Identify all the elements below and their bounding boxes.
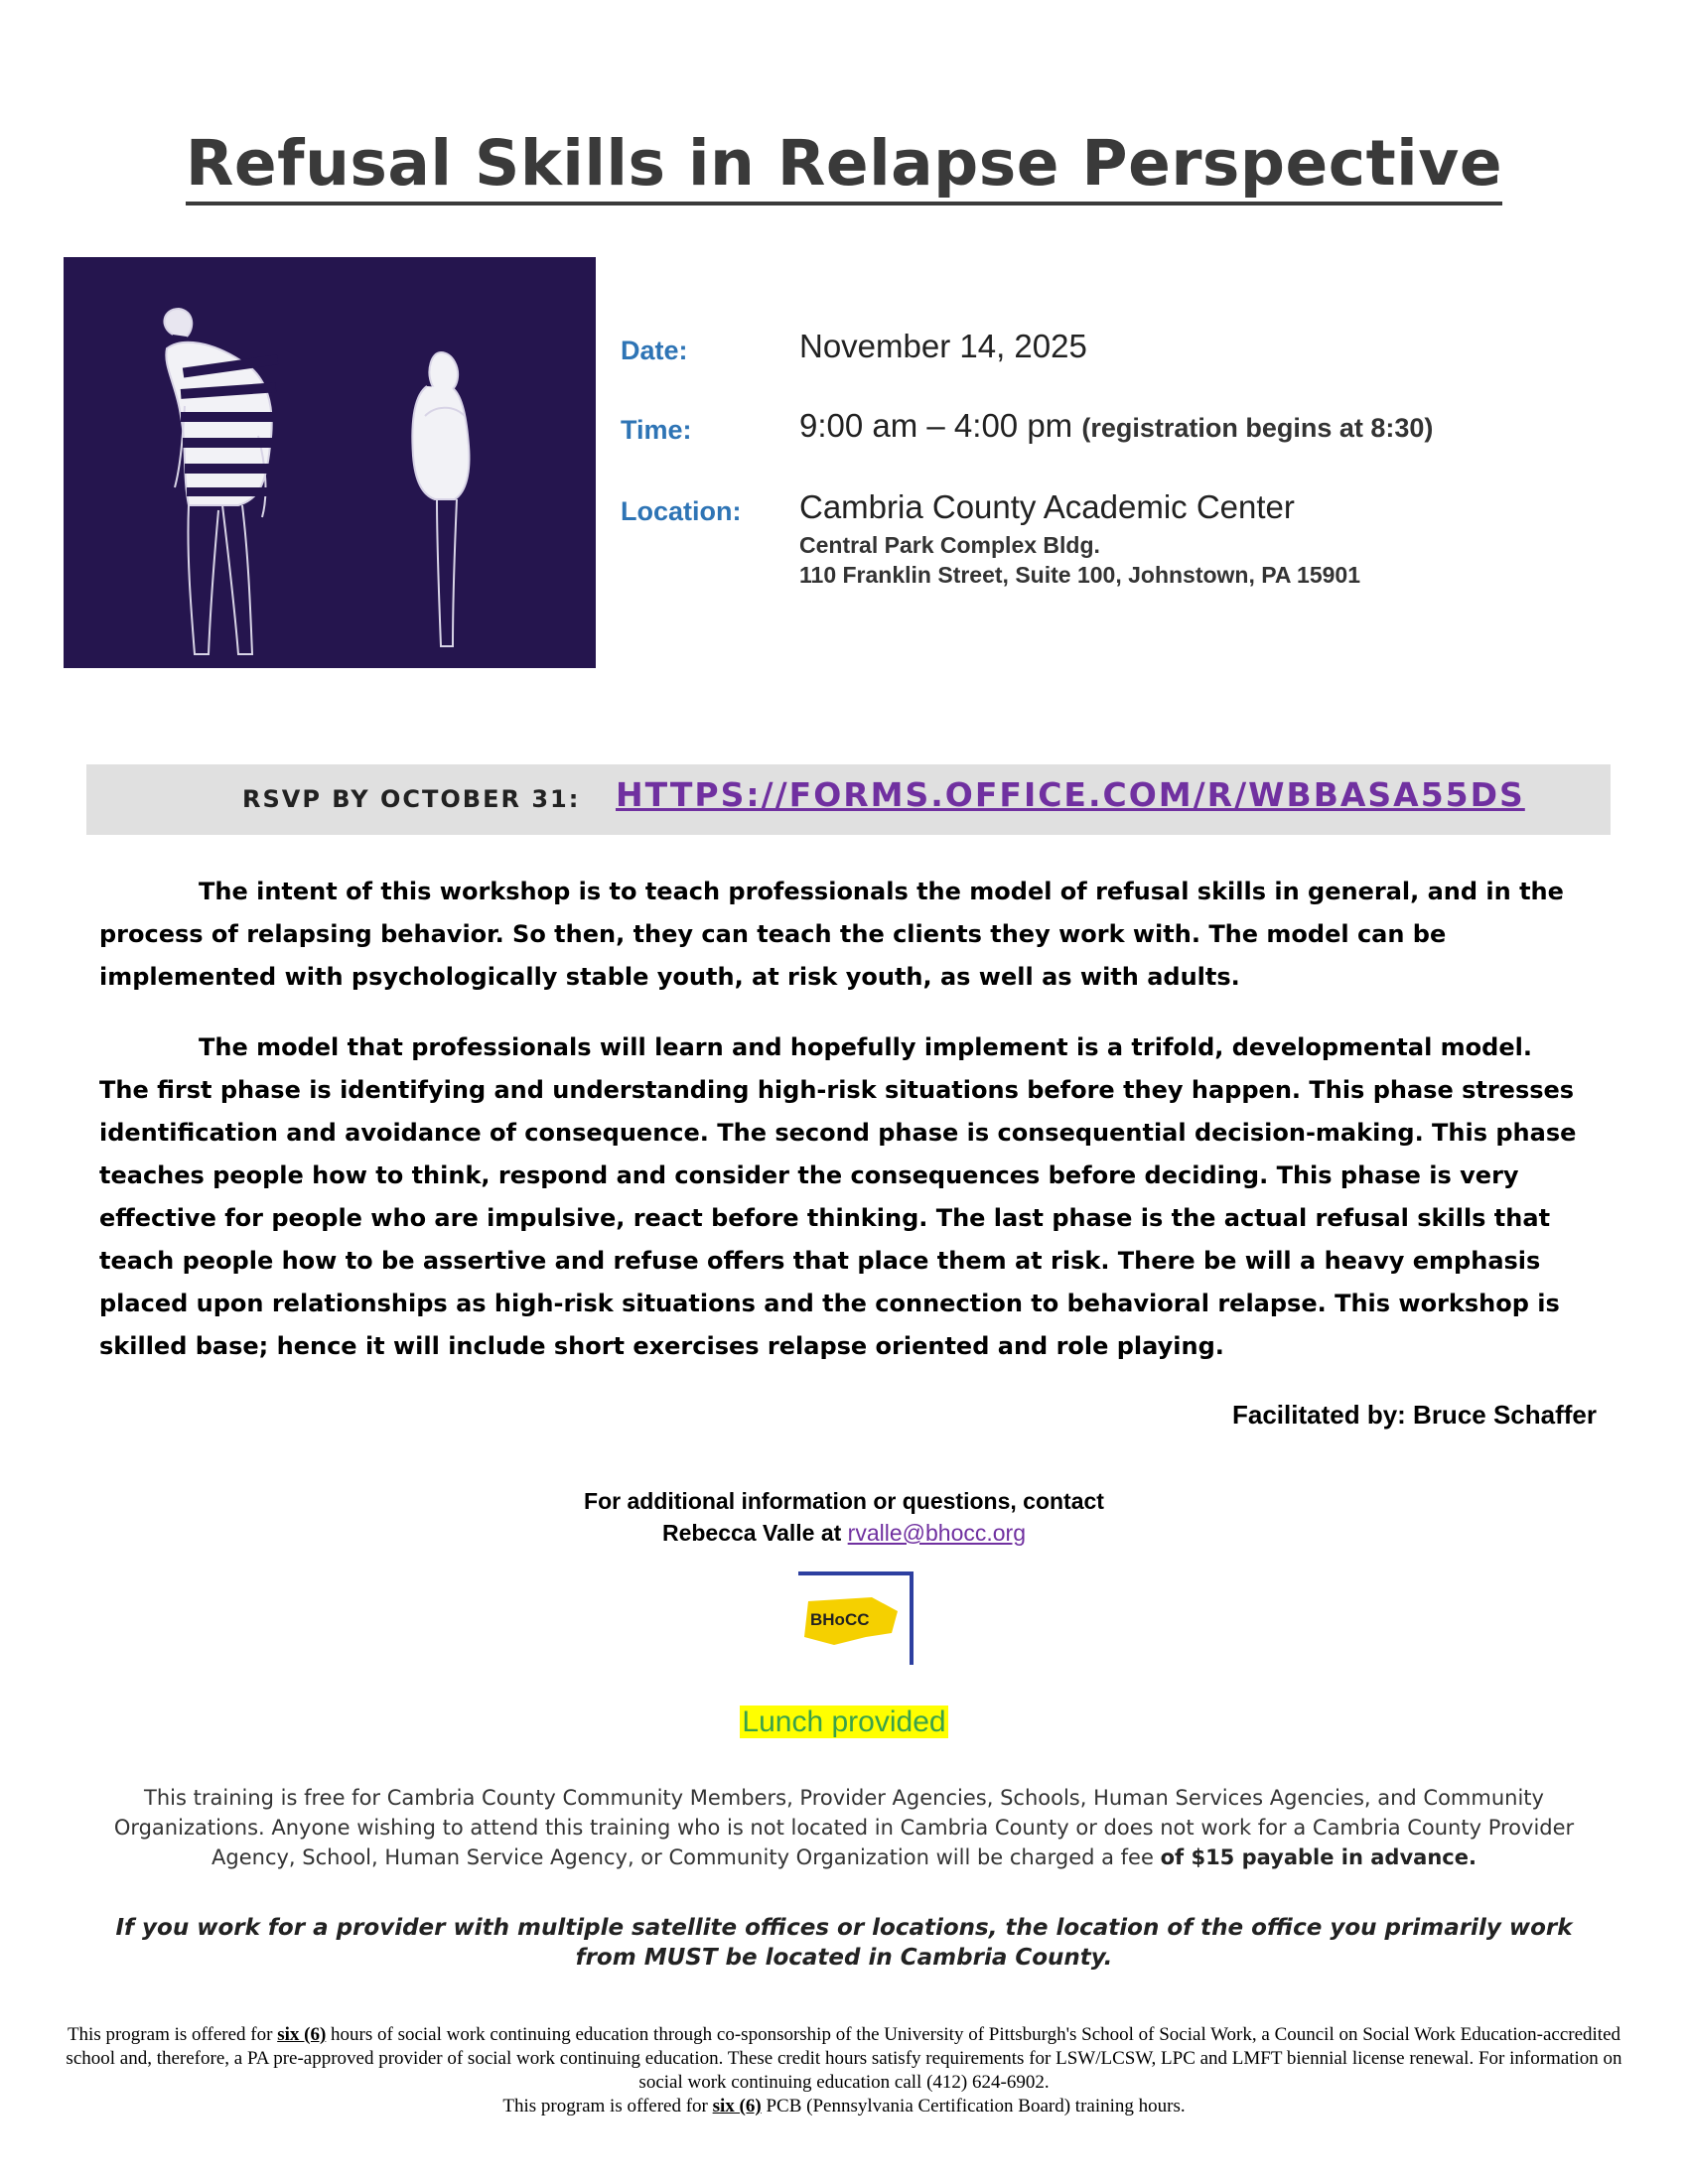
lunch-notice	[0, 1706, 1688, 1739]
model-text: The model that professionals will learn and hopefully implement is a trifold, developmental model. The first phase is identifying and understanding high-risk situations before they happen. This phase stresses identification and avoidance of consequence. The second phase is consequential decision-making. This phase teaches people how to think, respond and consider the consequences before deciding. This phase is very effective for people who are impulsive, react before thinking. The last phase is the actual refusal skills that teach people how to be assertive and refuse offers that place them at risk. There be will a heavy emphasis placed upon relationships as high-risk situations and the connection to behavioral relapse. This workshop is skilled base; hence it will include short exercises relapse oriented and role playing.	[99, 1033, 1577, 1360]
bhocc-logo	[794, 1571, 917, 1667]
intro-text: The intent of this workshop is to teach professionals the model of refusal skills in general, and in the process of relapsing behavior. So then, they can teach the clients they work with. The model can be implemented with psychologically stable youth, at risk youth, as well as with adults.	[99, 878, 1564, 991]
fee-text: This training is free for Cambria County Community Members, Provider Agencies, Schools, Human Services Agencies, and Community Organizations. Anyone wishing to attend this training who is not located in Cambria County or does not work for a Cambria County Provider Agency, School, Human Service Agency, or Community Organization will be charged a fee	[113, 1786, 1575, 1869]
ce-text-d: This program is offered for	[502, 2096, 713, 2116]
date-value: November 14, 2025	[799, 328, 1087, 364]
location-label: Location:	[621, 496, 742, 526]
hero-illustration	[64, 257, 596, 668]
model-paragraph	[99, 1026, 1589, 1368]
rsvp-banner	[86, 764, 1611, 835]
facilitator: Facilitated by: Bruce Schaffer	[1232, 1400, 1597, 1430]
rsvp-label: RSVP BY OCTOBER 31:	[242, 785, 581, 813]
rsvp-link[interactable]: HTTPS://FORMS.OFFICE.COM/R/WBBASA55DS	[616, 775, 1525, 814]
time-label: Time:	[621, 415, 692, 445]
ce-credits	[60, 2023, 1628, 2118]
fee-notice	[99, 1783, 1589, 1872]
lunch-text: Lunch provided	[742, 1706, 946, 1738]
ce-text-f: PCB (Pennsylvania Certification Board) training hours.	[761, 2096, 1186, 2116]
fee-amount: of $15 payable in advance.	[1160, 1845, 1477, 1869]
date-label: Date:	[621, 336, 688, 365]
time-value: 9:00 am – 4:00 pm	[799, 407, 1073, 444]
contact-email-link[interactable]: rvalle@bhocc.org	[847, 1520, 1026, 1546]
svg-text:BHoCC: BHoCC	[810, 1610, 870, 1629]
location-building: Central Park Complex Bldg.	[799, 532, 1100, 558]
contact-info	[0, 1485, 1688, 1549]
time-note: (registration begins at 8:30)	[1081, 413, 1434, 443]
ce-hours-1: six (6)	[277, 2024, 327, 2045]
contact-line-2: Rebecca Valle at	[661, 1520, 848, 1546]
title-text: Refusal Skills in Relapse Perspective	[186, 127, 1502, 205]
ce-hours-2: six (6)	[712, 2096, 762, 2116]
location-name: Cambria County Academic Center	[799, 488, 1295, 525]
intro-paragraph	[99, 871, 1589, 999]
page-title	[0, 127, 1688, 200]
location-requirement: If you work for a provider with multiple satellite offices or locations, the location of the office you primarily work from MUST be located in Cambria County.	[115, 1915, 1573, 1971]
ce-text-c: hours of social work continuing education through co-sponsorship of the University of Pittsburgh's School of Social Work, a Council on Social Work Education-accredited school and, therefore, a PA pre-approved provider of social work continuing education. These credit hours satisfy requirements for LSW/LCSW, LPC and LMFT biennial license renewal. For information on social work continuing education call (412) 624-6902.	[66, 2024, 1622, 2093]
person-figures-illustration	[64, 257, 596, 668]
ce-text-a: This program is offered for	[67, 2024, 278, 2045]
location-address: 110 Franklin Street, Suite 100, Johnstown, PA 15901	[799, 562, 1360, 588]
contact-line-1: For additional information or questions, contact	[584, 1488, 1104, 1514]
